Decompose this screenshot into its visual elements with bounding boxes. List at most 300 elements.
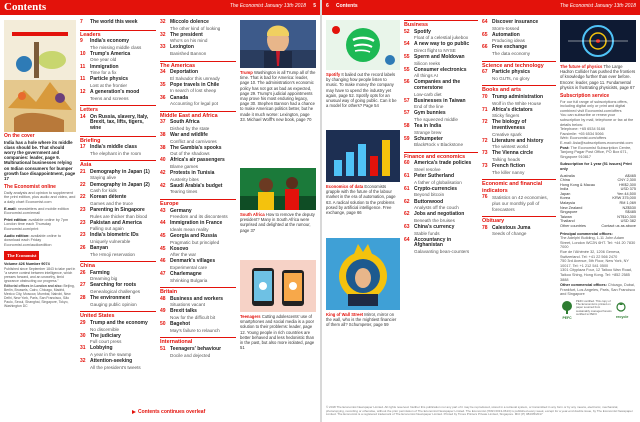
toc-item[interactable] (80, 283, 156, 294)
toc-item[interactable] (160, 297, 236, 308)
toc-subline: All the president's tweets (90, 364, 141, 370)
toc-subline: Float of a celestial jukebox (414, 35, 469, 41)
toc-item[interactable] (404, 124, 478, 135)
rate-row (560, 224, 636, 229)
toc-item[interactable] (404, 30, 478, 41)
toc-item[interactable] (482, 108, 556, 119)
toc-headline: Korean détente (90, 194, 127, 201)
toc-item[interactable] (80, 296, 156, 307)
toc-headline: Trump administration (492, 93, 544, 100)
toc-headline: Peter Sutherland (414, 173, 455, 180)
toc-page-number: 40 (160, 157, 166, 164)
toc-page-number: 61 (404, 173, 410, 180)
toc-page-number: 29 (80, 319, 86, 326)
toc-page-number: 58 (404, 123, 410, 129)
spotify-caption-bold: Spotify (326, 72, 341, 77)
toc-subline: The squeezed middle (414, 116, 458, 122)
toc-item[interactable] (160, 259, 236, 270)
recycle-label: recycle (616, 314, 629, 319)
toc-headline: Discover insurance (492, 19, 539, 25)
toc-item[interactable] (160, 70, 236, 81)
toc-page-number: 34 (160, 69, 166, 76)
section-heading: China (80, 261, 156, 270)
toc-item[interactable] (80, 271, 156, 282)
toc-item[interactable] (80, 246, 156, 257)
toc-item[interactable] (160, 184, 236, 195)
toc-headline: Buttonwood (414, 198, 444, 205)
toc-subline: Analysts off the couch (414, 205, 459, 211)
toc-subline: Silicon reeks (414, 60, 441, 66)
toc-subline: Wolf in the White House (492, 100, 542, 106)
toc-subline: In search of lost sheep (170, 88, 217, 94)
rate-country: Other countries (560, 224, 586, 229)
toc-subline: Low-carb diet (414, 91, 442, 97)
toc-headline: Demography in Japan (1) (90, 168, 150, 175)
toc-subline: Docile and dejected (170, 352, 211, 358)
physics-caption (560, 64, 636, 90)
toc-subline: Now for the difficult bit (170, 315, 216, 321)
toc-headline: Calestous Juma (492, 224, 531, 231)
left-header-bar (0, 0, 320, 15)
offices-list: Beijing, Berlin, Brussels, Cairo, Chicago, Madrid, Mexico City, Moscow, Mumbai, Nairobi, New Delhi, New York, Paris, San Francisco, São Paulo, Seoul, Shanghai, Singapore, Tokyo, Washington DC (4, 283, 75, 308)
toc-page-number: 73 (482, 162, 488, 169)
toc-subline: Genealogical challenges (90, 289, 141, 295)
subscription-web[interactable]: Web: Economist.com/offers (560, 136, 607, 141)
rate-price: Contact us as above (601, 224, 636, 229)
toc-item[interactable] (404, 111, 478, 122)
arrow-right-icon (132, 410, 136, 414)
subscription-text: For our full range of subscriptions offers, including digital only or print and digital combined visit Economist.com/offers (560, 99, 628, 113)
toc-headline: Crypto-currencies (414, 185, 458, 192)
toc-headline: Kosovo (170, 245, 189, 252)
toc-page-number: 46 (160, 258, 166, 265)
left-brand-date: The Economist January 13th 2018 (229, 3, 306, 9)
toc-subline: Uniquely vulnerable (90, 238, 131, 244)
toc-headline: Bagehot (170, 321, 190, 328)
toc-item[interactable] (482, 20, 556, 31)
south-africa-caption-text: How to remove the deputy president? Many in South Africa were surprised and delighted at the rumour, page 37 (240, 212, 315, 233)
physics-image (560, 20, 636, 62)
toc-item[interactable] (80, 170, 156, 181)
toc-item[interactable] (160, 20, 236, 31)
recycle-logo (616, 302, 636, 320)
toc-subline: Shrinking Bulgaria (170, 277, 208, 283)
rate-country: New Zealand (560, 205, 583, 210)
toc-page-number: 57 (404, 110, 410, 117)
pefc-note: PEFC certified. This copy of The Economist is printed on paper sourced from sustainably managed forests certified to PEFC (576, 298, 612, 316)
toc-headline: Miccolo dolence (170, 19, 209, 25)
toc-headline: Lexington (170, 44, 194, 51)
toc-headline: Africa's air passengers (170, 157, 225, 164)
toc-page-number: 28 (80, 295, 86, 302)
rate-country: Australia (560, 173, 575, 178)
toc-headline: The judiciary (90, 332, 121, 339)
rate-price: USD 375 (620, 187, 636, 192)
toc-item[interactable] (160, 347, 236, 358)
toc-headline: French fiction (492, 162, 526, 169)
data-economics-caption (326, 184, 400, 215)
toc-headline: Deportation (170, 69, 199, 76)
toc-item[interactable] (80, 221, 156, 232)
left-col-cover (4, 20, 76, 308)
toc-headline: Teenagers' behaviour (170, 345, 222, 352)
toc-item[interactable] (80, 359, 156, 370)
toc-page-number: 66 (482, 44, 488, 51)
rate-country: Korea (560, 196, 571, 201)
toc-headline: Banyan (90, 245, 109, 251)
toc-headline: Accountancy in Afghanistan (414, 236, 452, 249)
email-text[interactable]: newsletters and mobile edition Economist.com/email (4, 206, 69, 216)
toc-page-number: 12 (80, 88, 86, 95)
toc-headline: The Gambia's spooks (170, 144, 222, 151)
toc-subline: May's failure to relaunch (170, 327, 220, 333)
toc-subline: A father of globalisation (414, 179, 462, 185)
toc-page-number: 56 (404, 79, 410, 86)
print-text[interactable]: available online by 7pm London time each Thursday Economist.com/print (4, 217, 69, 231)
toc-subline: Teens and screens (90, 95, 129, 101)
toc-headline: Particle physics (492, 69, 531, 76)
rate-price: S$485 (625, 210, 636, 215)
toc-item[interactable] (160, 146, 236, 157)
toc-item[interactable] (160, 209, 236, 220)
toc-page-number: 51 (160, 345, 166, 352)
toc-subline: Strange brew (414, 129, 442, 135)
toc-item[interactable] (160, 96, 236, 107)
toc-subline: Dished by the state (170, 125, 210, 131)
toc-headline: India's middle class (90, 144, 138, 151)
toc-subline: Sticky fingers (492, 113, 520, 119)
wall-street-caption (326, 312, 400, 328)
toc-subline: Full court press (90, 339, 122, 345)
spotify-caption-text: It bailed out the record labels by changing how people listen to music. To make money the company may have to upend the industry yet again, page 52. Spotify opts for an unusual way of going public. Can it be a model for others? Page 54 (326, 72, 397, 109)
toc-page-number: 44 (160, 220, 166, 227)
toc-item[interactable] (160, 322, 236, 333)
toc-subline: Situations vacant (170, 302, 205, 308)
toc-page-number: 61 (404, 185, 410, 192)
toc-headline: China's currency (414, 223, 455, 230)
toc-item[interactable] (404, 80, 478, 97)
toc-page-number: 23 (80, 232, 86, 239)
toc-page-number: 57 (404, 97, 410, 104)
toc-page-number: 26 (80, 245, 86, 251)
online-title: The Economist online (4, 184, 56, 191)
toc-subline: Falling out again (90, 226, 124, 232)
toc-subline: Conflict and carnivores (170, 138, 217, 144)
cover-image (4, 20, 76, 132)
section-heading: International (160, 337, 236, 346)
toc-headline: The biology of inventiveness (492, 119, 527, 131)
toc-item[interactable] (160, 272, 236, 283)
toc-item[interactable] (482, 151, 556, 162)
cover-text: India has a hole where its middle class should be. That should worry the government and companies: leader, page 9. Multinational businesses relying on Indian consumers for bumper growth face disappointment, page 17 (4, 139, 76, 182)
toc-headline: On Russia, slavery, Italy, Brexit, tax, lifts, tigers, wine (90, 113, 149, 131)
wall-street-caption-bold: King of Wall Street (326, 312, 364, 317)
toc-subline: Time for a fix (90, 70, 117, 76)
toc-subline: Tearing times (170, 189, 198, 195)
principal-offices-london: The Adelphi Building, 1-11 John Adam Street, London WC2N 6HT. Tel: +44 20 7830 7000 (560, 236, 636, 250)
toc-page-number: 55 (404, 53, 410, 60)
toc-item[interactable] (404, 161, 478, 172)
toc-page-number: 72 (482, 137, 488, 144)
toc-subline: The wintest world (492, 144, 528, 150)
subscription-fax: Facsimile: +65 6534 5066 (560, 131, 604, 136)
toc-item[interactable] (482, 95, 556, 106)
toc-subline: Storm-tossed (492, 25, 520, 31)
toc-item[interactable] (80, 195, 156, 206)
teenagers-caption-text: Cutting adolescents' use of smartphones and social media is a poor solution to their problems: leader, page 12. Young people in rich countries are better behaved and less hedonistic than in the past, but also more isolated, page 51 (240, 314, 315, 351)
toc-subline: Stable funds (414, 230, 440, 236)
section-heading: Leaders (80, 30, 156, 39)
toc-page-number: 71 (482, 106, 488, 113)
toc-item[interactable] (160, 120, 236, 131)
toc-headline: Sperm and Moldovan (414, 53, 465, 60)
toc-headline: The president (170, 31, 203, 38)
wall-street-caption-text: Mirror, mirror on the wall, who is the mightiest financier of them all? Schumpeter, page 59 (326, 312, 397, 328)
toc-headline: Immigration (90, 63, 119, 70)
rate-country: Taiwan (560, 214, 572, 219)
toc-item[interactable] (482, 70, 556, 81)
toc-page-number: 22 (80, 194, 86, 201)
rate-price: HK$2,300 (619, 182, 636, 187)
toc-page-number: 76 (482, 194, 488, 201)
toc-item[interactable] (160, 45, 236, 56)
toc-headline: Canada (170, 94, 189, 101)
toc-subline: The Hmoji reservation (90, 251, 135, 257)
toc-headline: America's trade policies (414, 160, 472, 167)
toc-item[interactable] (80, 39, 156, 50)
rate-price: CNY 2,300 (617, 178, 636, 183)
left-col-toc-1 (80, 20, 156, 372)
toc-subline: The killer nanny (492, 169, 525, 175)
south-africa-image (240, 168, 316, 210)
section-heading: Britain (160, 287, 236, 296)
toc-item[interactable] (160, 33, 236, 44)
toc-item[interactable] (80, 233, 156, 244)
toc-item[interactable] (160, 133, 236, 144)
rate-country: India (560, 187, 569, 192)
toc-item[interactable] (80, 145, 156, 156)
toc-item[interactable] (404, 238, 478, 255)
section-heading: Business (404, 20, 478, 29)
toc-headline: Africa's dictators (492, 106, 533, 113)
toc-item[interactable] (482, 164, 556, 175)
toc-page-number: 62 (404, 198, 410, 205)
king-of-wall-street-image (326, 238, 400, 310)
toc-subline: After the war (170, 252, 197, 258)
toc-item[interactable] (160, 247, 236, 258)
toc-item[interactable] (482, 33, 556, 44)
toc-item[interactable] (160, 171, 236, 182)
toc-item[interactable] (80, 52, 156, 63)
toc-headline: Immigration in France (170, 220, 223, 227)
toc-page-number: 45 (160, 245, 166, 252)
toc-headline: A generation's mood (90, 88, 140, 95)
toc-subline: Producing ideas (492, 38, 525, 44)
trump-caption-text: Washington is all Trump all of the time. That is bad for America: leader, page 10. The administration's economic policy has not got as bad as expected, page 29. Trump's judicial appointments may prove his most enduring legacy, page 30. Stephen Bannon had a chance to make American politics better, but he made it much worse: Lexington, page 33. Michael Wolff's new book, page 70 (240, 70, 316, 122)
toc-subline: Creative spark (492, 131, 522, 137)
toc-page-number: 70 (482, 93, 488, 100)
toc-item[interactable] (404, 200, 478, 211)
toc-headline: Trump's America (90, 50, 131, 57)
contents-title: Contents (4, 1, 47, 13)
toc-item[interactable] (80, 65, 156, 76)
toc-item[interactable] (482, 120, 556, 137)
rate-price: A$465 (625, 173, 636, 178)
toc-item[interactable] (404, 137, 478, 148)
toc-item[interactable] (404, 55, 478, 66)
toc-subline: Rules are thicker than blood (90, 213, 148, 219)
toc-item[interactable] (404, 42, 478, 53)
other-offices-text: Chicago, Dubai, Frankfurt, Los Angeles, Paris, San Francisco and Singapore (560, 283, 636, 297)
toc-item[interactable] (482, 139, 556, 150)
offices-title: Editorial offices in London and also: (4, 283, 63, 288)
toc-subline: A year in the swamp (90, 351, 132, 357)
toc-subline: Gauging public opinion (90, 301, 137, 307)
toc-item[interactable] (404, 174, 478, 185)
toc-item[interactable] (404, 225, 478, 236)
data-economics-caption-bold: Economics of data (326, 184, 364, 189)
toc-item[interactable] (80, 208, 156, 219)
published-note: Published since September 1843 to take part in "a severe contest between intelligence, which presses forward, and an unworthy, timid ignorance obstructing our progress." (4, 266, 76, 283)
toc-item[interactable] (482, 226, 556, 237)
toc-page-number: 55 (404, 66, 410, 73)
toc-page-number: 23 (80, 219, 86, 226)
rate-price: NT$10,300 (617, 214, 636, 219)
rate-country: Malaysia (560, 201, 575, 206)
online-text: Daily analysis and opinion to supplement the print edition, plus audio and video, and a daily chart Economist.com (4, 190, 76, 204)
toc-item[interactable] (80, 321, 156, 332)
email-label: E-mail: (4, 206, 17, 211)
toc-headline: Farming (90, 269, 110, 276)
post-title: Post: (560, 145, 570, 150)
toc-item[interactable] (160, 221, 236, 232)
toc-page-number: 72 (482, 119, 488, 126)
section-heading: Middle East and Africa (160, 111, 236, 120)
audio-text[interactable]: available online to download each Friday Economist.com/audioedition (4, 233, 61, 247)
toc-subline: Blame games (170, 163, 199, 169)
toc-subline: Seeds of change (492, 231, 527, 237)
copyright-footnote: © 2018 The Economist Newspaper Limited. All rights reserved. Neither this publication nor any part of it may be reproduced, stored in a retrieval system, or transmitted in any form or by any means, electronic, mechanical, photocopying, recording or otherwise, without the prior permission of The Economist Newspaper Limited. The Economist (ISSN 0013-0613) is published every week, except for a year-end double issue, by The Economist Newspaper Limited. The Economist is a registered trademark of The Economist Newspaper Limited. Printed by Times Printers Private Limited, Singapore. MCI (P) 084/05/2017 (326, 405, 633, 417)
toc-item[interactable] (160, 309, 236, 320)
toc-page-number: 32 (80, 358, 86, 364)
physics-caption-text: The Large Hadron Collider has pushed the frontiers of knowledge further than ever before. Encore: leader, page 11. Fundamental physics is frustrating physicists, page 67 (560, 64, 636, 90)
toc-headline: Searching for roots (90, 282, 137, 289)
toc-page-number: 11 (80, 63, 86, 70)
rate-price: NZ$530 (622, 205, 636, 210)
toc-item[interactable] (404, 99, 478, 110)
toc-page-number: 63 (404, 223, 410, 230)
left-page-number: 5 (313, 3, 316, 9)
toc-page-number: 50 (160, 321, 166, 328)
toc-item[interactable] (80, 90, 156, 101)
contents-continues[interactable] (132, 409, 205, 415)
toc-item[interactable] (80, 346, 156, 357)
toc-page-number: 33 (160, 44, 166, 51)
toc-page-number: 38 (160, 144, 166, 151)
toc-subline: Games and the truce (90, 200, 133, 206)
toc-subline: Who's on his mind (170, 38, 208, 44)
toc-item[interactable] (482, 195, 556, 212)
toc-page-number: 78 (482, 224, 488, 231)
recycle-icon (616, 302, 626, 312)
toc-item[interactable] (80, 334, 156, 345)
toc-item[interactable] (80, 115, 156, 132)
rate-price: KRW 375,000 (612, 196, 636, 201)
trump-image (240, 20, 316, 68)
toc-headline: Demography in Japan (2) (90, 181, 150, 188)
toc-item[interactable] (404, 212, 478, 223)
toc-page-number: 59 (404, 135, 410, 142)
toc-item[interactable] (160, 83, 236, 94)
toc-page-number: 49 (160, 308, 166, 315)
toc-subline: End of the line (414, 104, 444, 110)
toc-subline: The elephant in the room (90, 150, 142, 156)
toc-page-number: 14 (80, 113, 86, 120)
principal-offices-newyork: 750 3rd Avenue, 5th Floor, New York, NY 10017. Tel: +1 212 541 0500 (560, 259, 629, 268)
rate-price: USD 382 (620, 219, 636, 224)
toc-page-number: 27 (80, 282, 86, 289)
toc-subline: Accounting for legal pot (170, 101, 219, 107)
toc-page-number: 30 (80, 332, 86, 339)
toc-subline: One year old (90, 57, 117, 63)
toc-subline: Freedom and its discontents (170, 214, 228, 220)
toc-page-number: 35 (160, 81, 166, 88)
toc-headline: Saudi Arabia's budget (170, 182, 223, 189)
principal-offices-hongkong: 1301 Cityplaza Four, 12 Taikoo Wan Road, Taikoo Shing, Hong Kong. Tel: +852 2585 3888 (560, 268, 632, 282)
toc-item[interactable] (404, 68, 478, 79)
toc-headline: Gym bunnies (414, 110, 446, 117)
toc-headline: South Africa (170, 119, 200, 126)
toc-page-number: 7 (80, 19, 83, 25)
toc-item[interactable] (80, 77, 156, 88)
subscription-phone: Telephone: +65 6534 5166 (560, 127, 606, 132)
toc-headline: The environment (90, 295, 131, 302)
toc-item[interactable] (482, 45, 556, 56)
rate-country: Japan (560, 191, 571, 196)
toc-subline: No discernible (90, 326, 120, 332)
toc-page-number: 22 (80, 181, 86, 188)
toc-subline: Beyond bitcoin (414, 192, 445, 198)
toc-page-number: 64 (404, 236, 410, 243)
toc-item[interactable] (80, 183, 156, 194)
principal-offices-title: Principal commercial offices: (560, 231, 613, 236)
subscription-email[interactable]: E-mail: Asia@subscriptions.economist.com (560, 140, 633, 145)
toc-headline: Jobs and negotiation (414, 211, 465, 218)
right-page (322, 0, 640, 422)
toc-item[interactable] (80, 20, 156, 26)
toc-headline: Spotify (414, 28, 431, 35)
toc-headline: Free exchange (492, 44, 528, 51)
other-offices-title: Other commercial offices: (560, 283, 607, 288)
toc-item[interactable] (160, 158, 236, 169)
section-heading: The Americas (160, 61, 236, 70)
teenagers-caption (240, 314, 316, 350)
toc-subline: Pragmatic but principled (170, 239, 220, 245)
toc-page-number: 54 (404, 41, 410, 48)
toc-subline: Out of the shadows (170, 151, 210, 157)
toc-page-number: 62 (404, 211, 410, 218)
toc-page-number: 26 (80, 269, 86, 276)
toc-subline: Dreaming big (90, 276, 118, 282)
trump-caption-bold: Trump (240, 70, 253, 75)
section-heading: Finance and economics (404, 152, 478, 161)
toc-headline: Automation (492, 31, 520, 38)
section-heading: Asia (80, 160, 156, 169)
toc-item[interactable] (160, 234, 236, 245)
toc-subline: Austerity bites (170, 176, 199, 182)
toc-item[interactable] (404, 187, 478, 198)
rate-country: China (560, 178, 570, 183)
